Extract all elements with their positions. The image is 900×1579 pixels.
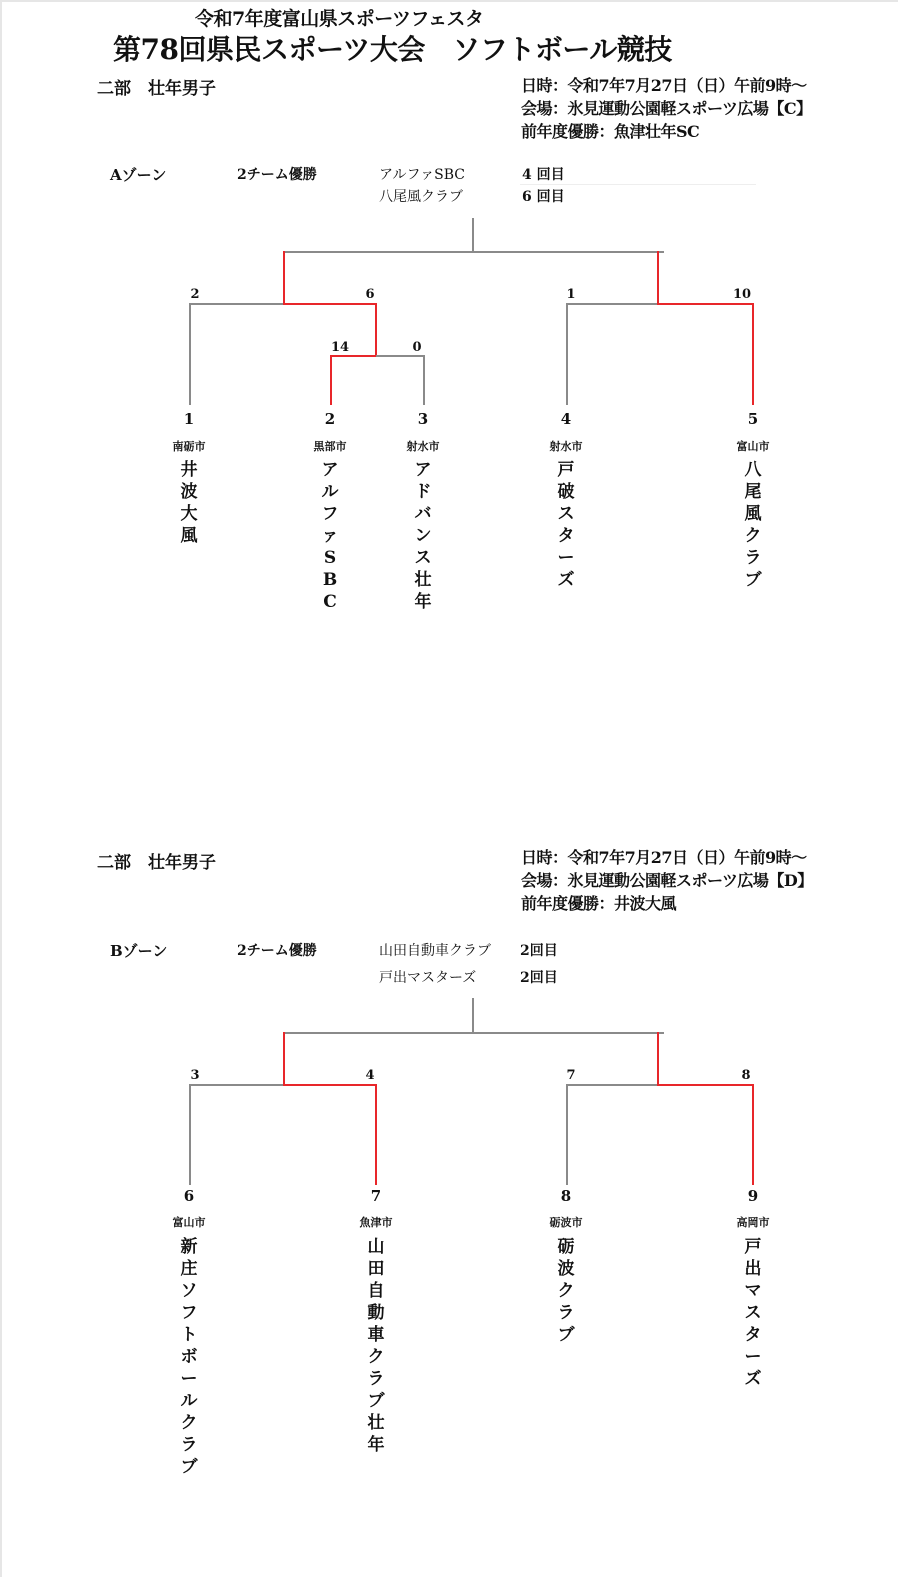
venue: 会場：氷見運動公園軽スポーツ広場【C】 [521,99,812,118]
team-name: 砺波クラブ [557,1237,575,1345]
event-info [521,846,813,915]
winner-line [283,303,377,305]
event-title: 第78回県民スポーツ大会 ソフトボール競技 [113,33,672,66]
event-info [521,74,812,143]
team-city: 砺波市 [549,1216,583,1229]
qualifier-team: アルファSBC [379,167,466,183]
team-city: 射水市 [406,440,440,453]
winner-line [375,1084,377,1185]
team-seed: 5 [747,410,759,428]
team-city: 富山市 [736,440,770,453]
venue: 会場：氷見運動公園軽スポーツ広場【D】 [521,871,813,890]
qualifier-round: 2回目 [520,970,558,986]
bracket-line-final [472,218,474,252]
winner-line [657,251,659,305]
previous-winner: 前年度優勝：井波大風 [521,894,677,913]
bracket-line [189,303,191,405]
team-city: 南砺市 [172,440,206,453]
team-name: 八尾風クラブ [744,460,762,590]
score: 8 [741,1068,751,1083]
bracket-line-top [284,251,664,253]
datetime: 日時：令和7年7月27日（日）午前9時～ [521,76,807,95]
winner-line [657,303,753,305]
team-city: 黒部市 [313,440,347,453]
team-name: 戸出マスターズ [744,1237,762,1389]
winner-line [283,251,285,305]
bracket-line [189,303,284,305]
team-name: 井波大風 [180,460,198,546]
winner-line [375,303,377,356]
previous-winner: 前年度優勝：魚津壮年SC [521,122,700,141]
qualifier-team: 戸出マスターズ [379,970,477,986]
team-city: 富山市 [172,1216,206,1229]
bracket-line [566,303,658,305]
score: 4 [365,1068,375,1083]
score: 1 [566,287,576,302]
team-name: 戸破スターズ [557,460,575,590]
qualifier-round: 2回目 [520,943,558,959]
team-seed: 3 [417,410,429,428]
event-subtitle: 令和7年度富山県スポーツフェスタ [195,8,484,30]
team-name: アルファSBC [321,460,339,612]
winner-line [752,303,754,405]
team-name: 山田自動車クラブ壮年 [367,1237,385,1455]
bracket-line [566,1084,658,1086]
qualifier-round: 4 回目 [522,167,565,183]
bracket-line [566,1084,568,1185]
score: 6 [365,287,375,302]
bracket-line [189,1084,284,1086]
winner-line [283,1084,377,1086]
team-city: 射水市 [549,440,583,453]
team-seed: 6 [183,1187,195,1205]
qualifier-team: 山田自動車クラブ [379,943,491,959]
winner-line [657,1032,659,1086]
team-seed: 8 [560,1187,572,1205]
bracket-line [423,355,425,405]
division-label: 二部 壮年男子 [97,79,216,99]
winner-line [283,1032,285,1086]
team-city: 魚津市 [359,1216,393,1229]
score: 2 [190,287,200,302]
winner-line [752,1084,754,1185]
winner-line [330,355,332,405]
winner-line [330,355,377,357]
datetime: 日時：令和7年7月27日（日）午前9時～ [521,848,807,867]
team-name: アドバンス壮年 [414,460,432,612]
team-city: 高岡市 [736,1216,770,1229]
score: 10 [732,287,752,302]
bracket-line-top [284,1032,664,1034]
zone-label: Bゾーン [110,942,168,960]
bracket-line-final [472,998,474,1033]
bracket-line [566,303,568,405]
bracket-line [189,1084,191,1185]
team-seed: 7 [370,1187,382,1205]
qualifier-team: 八尾風クラブ [379,189,463,205]
qualify-label: 2チーム優勝 [237,167,317,183]
team-name: 新庄ソフトボールクラブ [180,1237,198,1477]
score: 0 [412,340,422,355]
zone-label: Aゾーン [110,166,167,184]
division-label: 二部 壮年男子 [97,853,216,873]
score: 3 [190,1068,200,1083]
score: 7 [566,1068,576,1083]
divider [520,184,756,185]
winner-line [657,1084,753,1086]
team-seed: 9 [747,1187,759,1205]
team-seed: 4 [560,410,572,428]
team-seed: 2 [324,410,336,428]
score: 14 [330,340,350,355]
bracket-line [376,355,424,357]
qualifier-round: 6 回目 [522,189,565,205]
team-seed: 1 [183,410,195,428]
qualify-label: 2チーム優勝 [237,943,317,959]
